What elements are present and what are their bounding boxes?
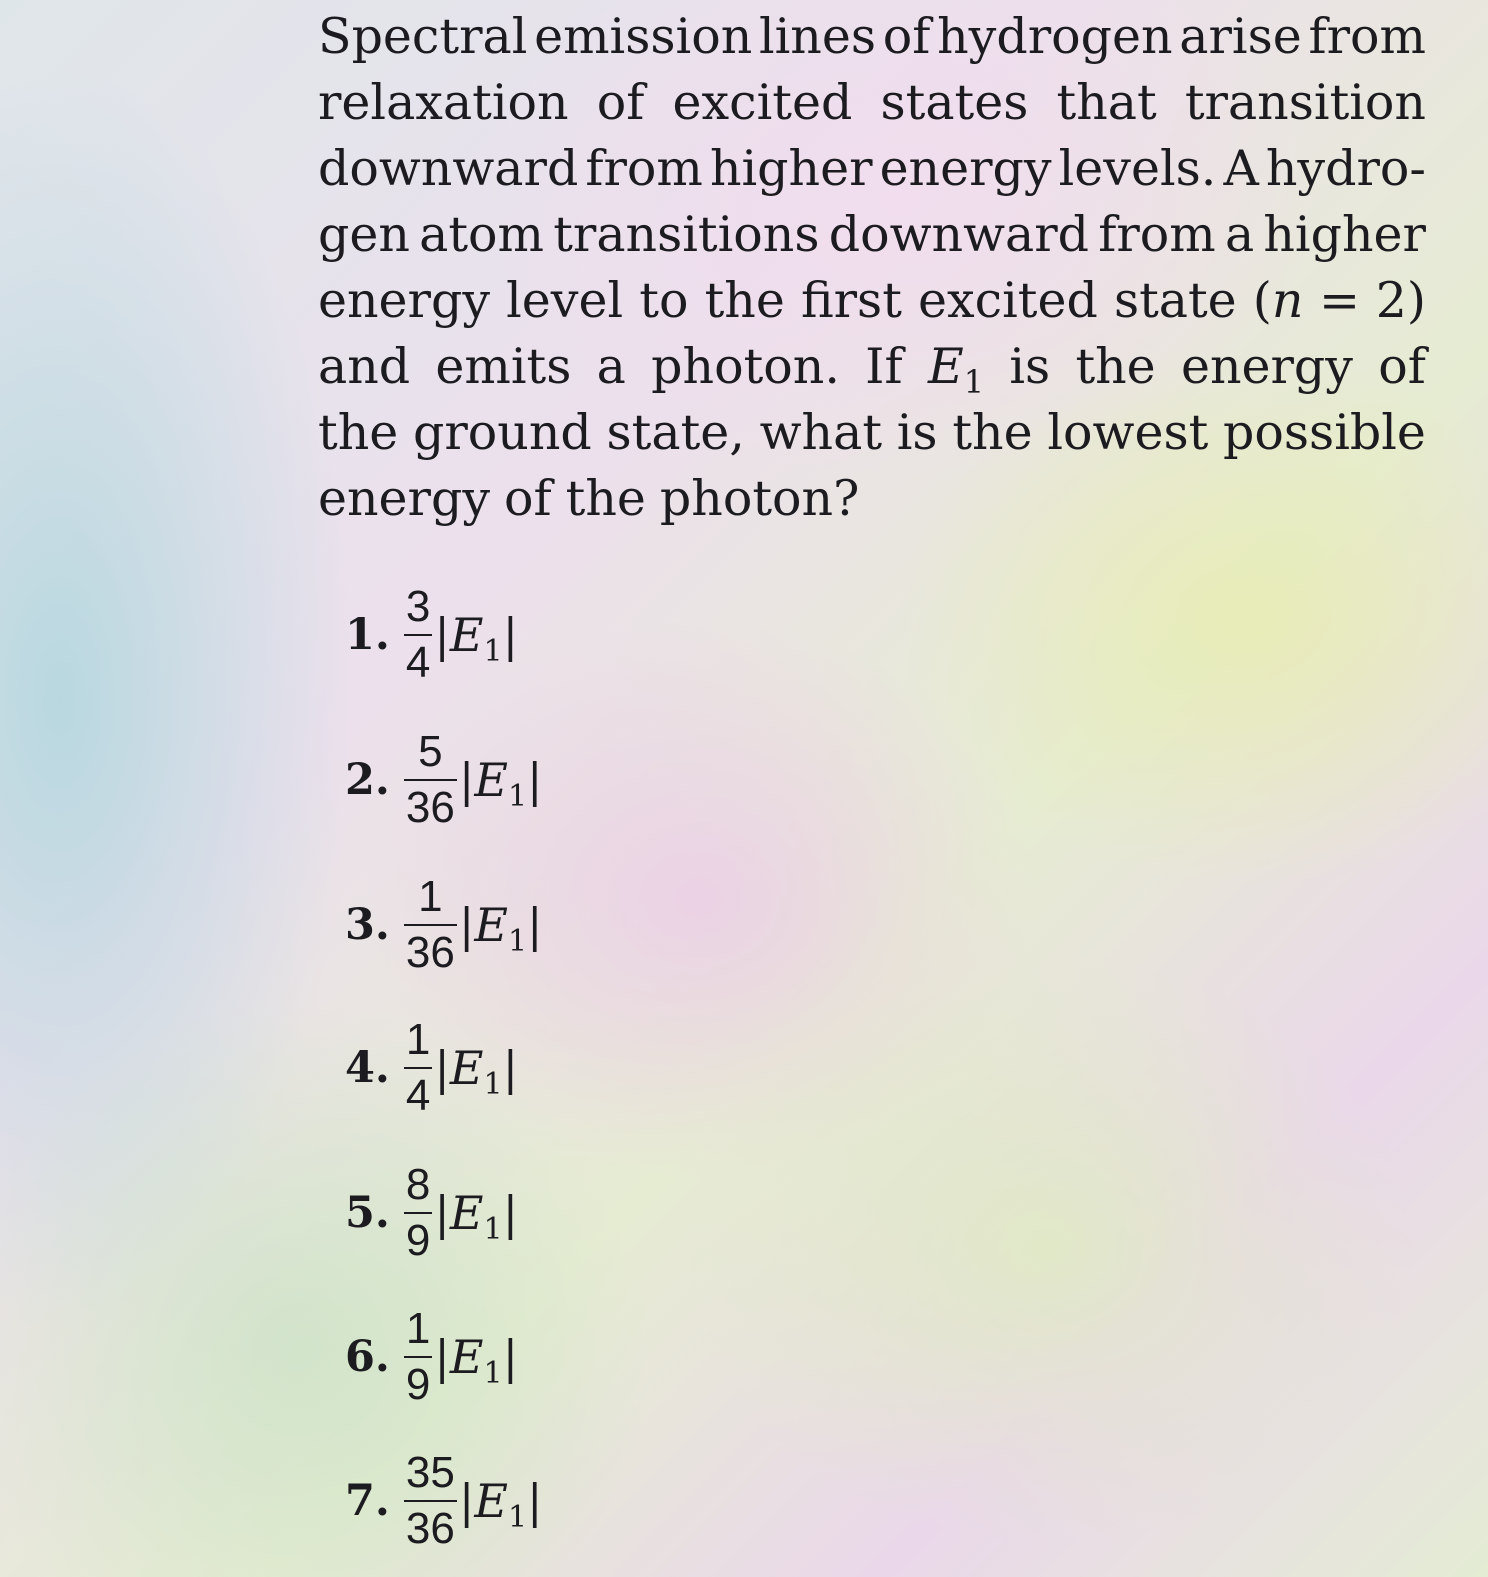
- fraction-denominator: 36: [405, 1504, 455, 1553]
- word: the: [565, 470, 646, 527]
- e-subscript: 1: [483, 1356, 503, 1391]
- word: from: [1098, 206, 1216, 263]
- option-number: 7.: [345, 1476, 390, 1526]
- word: state: [1113, 272, 1237, 329]
- word: photon.: [651, 338, 840, 395]
- math-n-equals-2: (n = 2): [1253, 268, 1426, 334]
- fraction-denominator: 9: [405, 1216, 431, 1265]
- word: the: [704, 272, 785, 329]
- answer-option-5[interactable]: [345, 1148, 518, 1278]
- word: levels.: [1058, 140, 1217, 197]
- abs-e1: $|E_1|$: [458, 753, 543, 814]
- option-number: 6.: [345, 1332, 390, 1382]
- fraction-denominator: 36: [405, 783, 455, 832]
- word: energy: [1180, 338, 1353, 395]
- fraction-bar: [404, 1067, 432, 1069]
- question-line: [318, 334, 1426, 400]
- word: the: [1075, 338, 1156, 395]
- word: level: [506, 272, 624, 329]
- fraction-denominator: 36: [405, 928, 455, 977]
- option-fraction: [404, 1305, 432, 1409]
- word: to: [639, 272, 689, 329]
- fraction-denominator: 9: [405, 1360, 431, 1409]
- question-line: [318, 268, 1426, 334]
- option-number: 2.: [345, 755, 390, 805]
- subscript-1: 1: [963, 363, 985, 401]
- word: states: [880, 74, 1029, 131]
- word: of: [1378, 338, 1426, 395]
- word: the: [952, 404, 1033, 461]
- fraction-numerator: 35: [405, 1448, 455, 1497]
- question-line: [318, 400, 1426, 466]
- e-symbol: E: [449, 608, 484, 662]
- word: gen: [318, 206, 410, 263]
- e-subscript: 1: [507, 1500, 528, 1535]
- e-subscript: 1: [507, 779, 528, 814]
- word: a: [1224, 206, 1255, 263]
- e-subscript: 1: [483, 1067, 503, 1102]
- word: state,: [606, 404, 745, 461]
- option-number: 3.: [345, 900, 390, 950]
- option-fraction: [404, 728, 457, 832]
- e-symbol: E: [474, 1474, 508, 1528]
- word: hydro-: [1265, 140, 1426, 197]
- word: emission: [534, 8, 753, 65]
- word: the: [318, 404, 399, 461]
- fraction-numerator: 1: [418, 872, 443, 921]
- option-number: 1.: [345, 610, 390, 660]
- question-line: [318, 4, 1426, 70]
- option-fraction: [404, 873, 457, 977]
- question-line: [318, 136, 1426, 202]
- question-text: [318, 4, 1426, 532]
- abs-e1: $|E_1|$: [434, 1330, 519, 1391]
- word: a: [596, 338, 626, 395]
- answer-option-7[interactable]: [345, 1436, 543, 1566]
- fraction-denominator: 4: [405, 638, 431, 687]
- e-symbol: E: [449, 1186, 484, 1240]
- word: excited: [918, 272, 1098, 329]
- fraction-bar: [404, 779, 457, 781]
- word: first: [800, 272, 902, 329]
- word: possible: [1223, 404, 1426, 461]
- e-symbol: E: [449, 1041, 484, 1095]
- word: higher: [1263, 206, 1426, 263]
- fraction-numerator: 5: [418, 727, 443, 776]
- word: transition: [1184, 74, 1426, 131]
- abs-e1: $|E_1|$: [434, 1041, 519, 1102]
- abs-e1: $|E_1|$: [458, 898, 543, 959]
- option-number: 5.: [345, 1188, 390, 1238]
- abs-e1: $|E_1|$: [434, 1186, 519, 1247]
- fraction-numerator: 3: [405, 582, 431, 631]
- word: of: [882, 8, 931, 65]
- option-fraction: [404, 1449, 457, 1553]
- word: Spectral: [318, 8, 528, 65]
- word: from: [585, 140, 703, 197]
- e-symbol: E: [449, 1330, 484, 1384]
- option-fraction: [404, 583, 432, 687]
- word: is: [1009, 338, 1051, 395]
- abs-e1: $|E_1|$: [458, 1474, 543, 1535]
- word: ground: [413, 404, 592, 461]
- word: hydrogen: [937, 8, 1173, 65]
- question-line: [318, 466, 1426, 532]
- word: energy: [879, 140, 1052, 197]
- fraction-numerator: 1: [405, 1015, 431, 1064]
- math-n: n: [1271, 272, 1304, 329]
- option-fraction: [404, 1016, 432, 1120]
- word: downward: [828, 206, 1090, 263]
- math-e1: E1: [928, 334, 984, 400]
- word: and: [318, 338, 411, 395]
- question-line: [318, 202, 1426, 268]
- word: energy: [318, 470, 491, 527]
- word: what: [759, 404, 883, 461]
- word: atom: [419, 206, 545, 263]
- fraction-bar: [404, 1500, 457, 1502]
- word: emits: [435, 338, 572, 395]
- word: If: [865, 338, 903, 395]
- word: higher: [709, 140, 873, 197]
- word: that: [1056, 74, 1157, 131]
- option-fraction: [404, 1161, 432, 1265]
- fraction-bar: [404, 1212, 432, 1214]
- word: from: [1308, 8, 1426, 65]
- word: is: [896, 404, 938, 461]
- e-subscript: 1: [507, 924, 528, 959]
- word: transitions: [553, 206, 820, 263]
- e-symbol: E: [474, 753, 508, 807]
- e-subscript: 1: [483, 634, 503, 669]
- word: of: [596, 74, 645, 131]
- answer-option-6[interactable]: [345, 1292, 518, 1422]
- answer-option-3[interactable]: [345, 860, 543, 990]
- word: of: [504, 470, 552, 527]
- e-subscript: 1: [483, 1212, 503, 1247]
- word: excited: [672, 74, 853, 131]
- e-symbol: E: [474, 898, 508, 952]
- word: relaxation: [318, 74, 569, 131]
- option-number: 4.: [345, 1043, 390, 1093]
- fraction-bar: [404, 924, 457, 926]
- fraction-numerator: 8: [405, 1160, 431, 1209]
- word: energy: [318, 272, 491, 329]
- fraction-numerator: 1: [405, 1304, 431, 1353]
- word: downward: [318, 140, 579, 197]
- abs-e1: $|E_1|$: [434, 608, 519, 669]
- fraction-bar: [404, 634, 432, 636]
- word: arise: [1179, 8, 1302, 65]
- word: lines: [758, 8, 877, 65]
- word: lowest: [1047, 404, 1209, 461]
- answer-option-2[interactable]: [345, 715, 543, 845]
- fraction-denominator: 4: [405, 1071, 431, 1120]
- answer-option-4[interactable]: [345, 1003, 518, 1133]
- fraction-bar: [404, 1356, 432, 1358]
- word: photon?: [659, 470, 860, 527]
- question-line: [318, 70, 1426, 136]
- answer-option-1[interactable]: [345, 570, 518, 700]
- word: A: [1223, 140, 1259, 197]
